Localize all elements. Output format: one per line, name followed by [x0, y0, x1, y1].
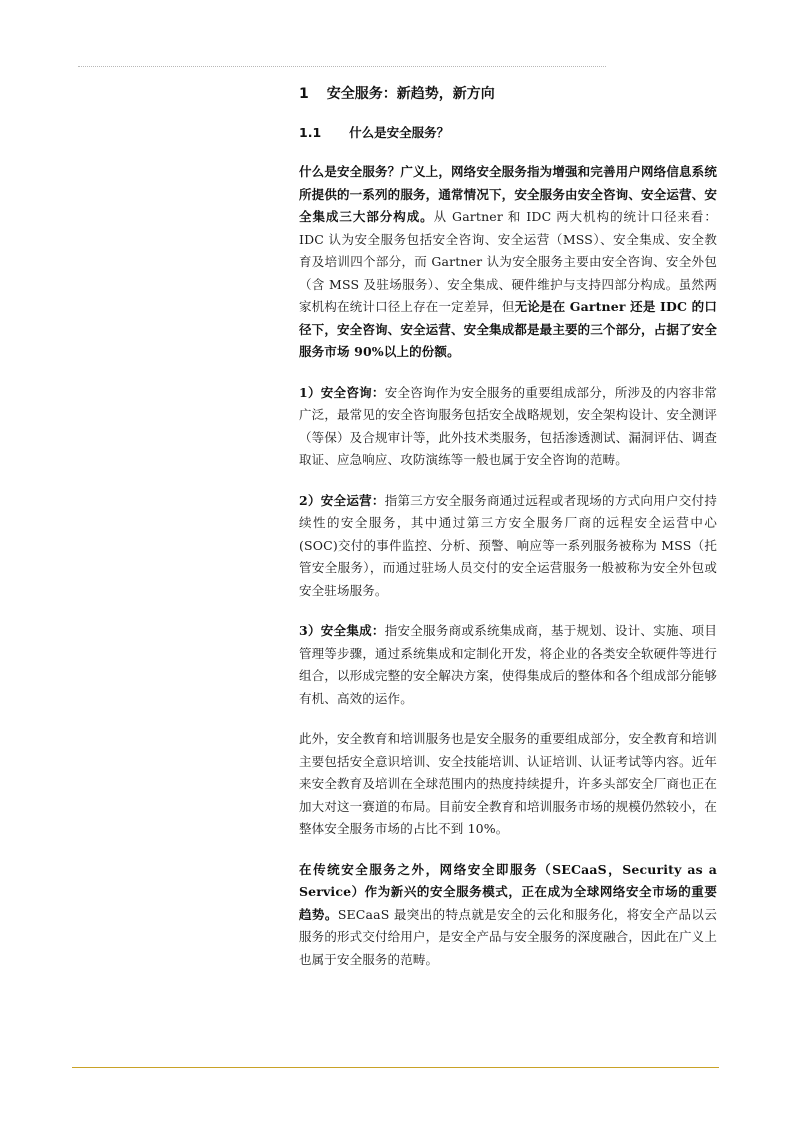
subsection-title: 什么是安全服务？ — [349, 125, 450, 140]
paragraph-text: 安全咨询作为安全服务的重要组成部分，所涉及的内容非常广泛，最常见的安全咨询服务包括安全战略规划，安全架构设计、安全测评（等保）及合规审计等，此外技术类服务，包括渗透测试、漏洞评估、调查取证、应急响应、攻防演练等一般也属于安全咨询的范畴。 — [299, 384, 717, 467]
paragraph-label: 1）安全咨询： — [299, 384, 385, 400]
paragraph-text: 从 Gartner 和 IDC 两大机构的统计口径来看：IDC 认为安全服务包括安全咨询、安全运营（MSS）、安全集成、安全教育及培训四个部分，而 Gartner 认为安全服务主要由安全咨询、安全外包（含 MSS 及驻场服务）、安全集成、硬件维护与支持四部分构成。虽然两家机构在统计口径上存在一定差异，但 — [299, 209, 717, 314]
paragraph-education-training — [299, 728, 717, 841]
paragraph-security-integration — [299, 620, 717, 710]
paragraph-text: 指安全服务商或系统集成商，基于规划、设计、实施、项目管理等步骤，通过系统集成和定制化开发，将企业的各类安全软硬件等进行组合，以形成完整的安全解决方案，使得集成后的整体和各个组成部分能够有机、高效的运作。 — [299, 623, 717, 706]
subsection-heading — [299, 123, 717, 143]
paragraph-label: 2）安全运营： — [299, 492, 385, 508]
paragraph-text: SECaaS 最突出的特点就是安全的云化和服务化，将安全产品以云服务的形式交付给用户，是安全产品与安全服务的深度融合，因此在广义上也属于安全服务的范畴。 — [299, 906, 717, 967]
paragraph-security-consulting — [299, 382, 717, 472]
section-heading — [299, 84, 717, 104]
paragraph-bold-text: 什么是安全服务？广义上，网络安全服务指为增强和完善用户网络信息系统所提供的一系列的服务，通常情况下，安全服务由安全咨询、安全运营、安全集成三大部分构成。 — [299, 164, 717, 224]
paragraph-security-operations — [299, 490, 717, 603]
paragraph-text: 指第三方安全服务商通过远程或者现场的方式向用户交付持续性的安全服务，其中通过第三方安全服务厂商的远程安全运营中心(SOC)交付的事件监控、分析、预警、响应等一系列服务被称为 MSS（托管安全服务），而通过驻场人员交付的安全运营服务一般被称为安全外包或安全驻场服务。 — [299, 492, 717, 598]
paragraph-bold-text: 无论是在 Gartner 还是 IDC 的口径下，安全咨询、安全运营、安全集成都是最主要的三个部分，占据了安全服务市场 90%以上的份额。 — [299, 299, 717, 359]
subsection-number: 1.1 — [299, 125, 322, 140]
paragraph-bold-text: 在传统安全服务之外，网络安全即服务（SECaaS，Security as a Service）作为新兴的安全服务模式，正在成为全球网络安全市场的重要趋势。 — [299, 861, 717, 922]
section-title: 安全服务：新趋势，新方向 — [326, 86, 495, 102]
document-body — [299, 84, 717, 971]
paragraph-secaas — [299, 859, 717, 972]
paragraph-definition — [299, 161, 717, 364]
footer-divider — [72, 1067, 719, 1068]
paragraph-label: 3）安全集成： — [299, 623, 385, 638]
section-number: 1 — [299, 86, 309, 102]
paragraph-text: 此外，安全教育和培训服务也是安全服务的重要组成部分，安全教育和培训主要包括安全意识培训、安全技能培训、认证培训、认证考试等内容。近年来安全教育及培训在全球范围内的热度持续提升，许多头部安全厂商也正在加大对这一赛道的布局。目前安全教育和培训服务市场的规模仍然较小，在整体安全服务市场的占比不到 10%。 — [299, 731, 717, 836]
header-divider — [78, 66, 606, 67]
